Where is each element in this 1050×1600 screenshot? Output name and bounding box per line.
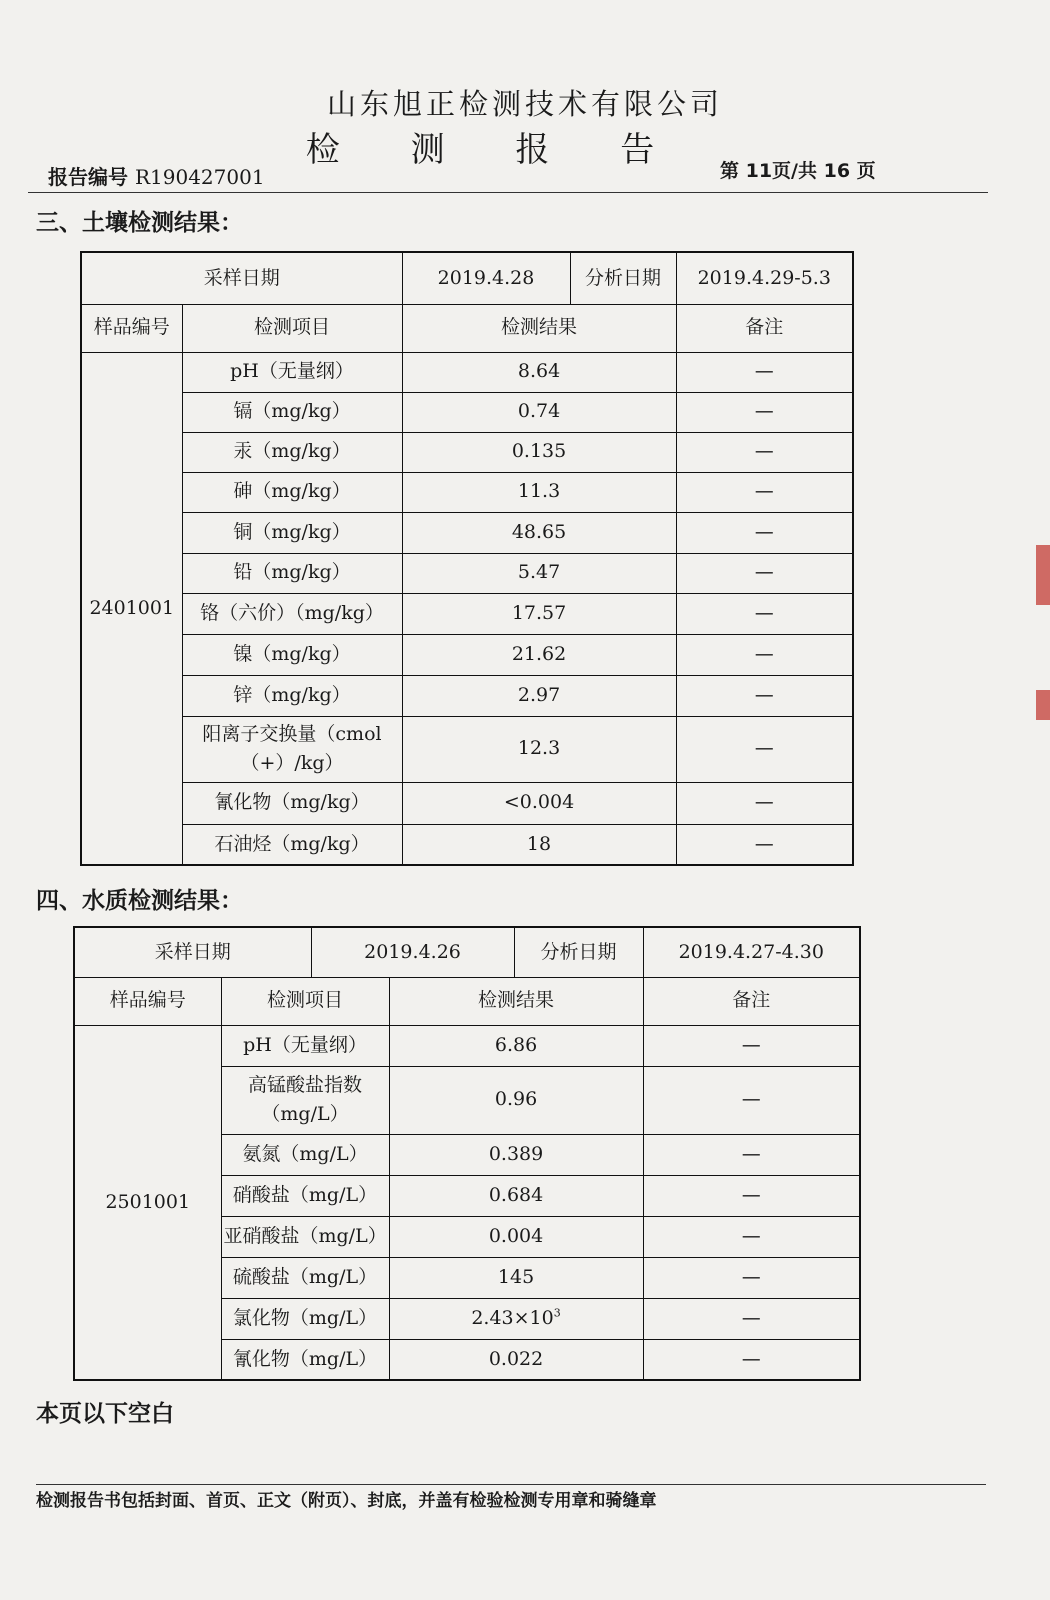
water-result (389, 1339, 643, 1380)
water-sample-id: 2501001 (74, 1025, 221, 1380)
soil-item: 氰化物（mg/kg） (182, 782, 402, 824)
soil-item: 镍（mg/kg） (182, 634, 402, 675)
soil-item: pH（无量纲） (182, 352, 402, 392)
water-item: 亚硝酸盐（mg/L） (221, 1216, 389, 1257)
soil-analysis-date: 2019.4.29-5.3 (676, 252, 853, 304)
soil-result: 0.74 (402, 392, 676, 432)
water-note: — (643, 1175, 860, 1216)
soil-col-item: 检测项目 (182, 304, 402, 352)
soil-item: 铬（六价）（mg/kg） (182, 593, 402, 634)
soil-result: <0.004 (402, 782, 676, 824)
table-row (81, 392, 853, 432)
soil-note: — (676, 782, 853, 824)
table-row (81, 824, 853, 865)
table-row (81, 675, 853, 716)
soil-item: 锌（mg/kg） (182, 675, 402, 716)
water-col-note: 备注 (643, 977, 860, 1025)
water-col-result: 检测结果 (389, 977, 643, 1025)
soil-col-result: 检测结果 (402, 304, 676, 352)
water-item: 氰化物（mg/L） (221, 1339, 389, 1380)
water-item: 氯化物（mg/L） (221, 1298, 389, 1339)
water-result-value: 145 (497, 1265, 535, 1288)
water-result-value: 2.43×10 (471, 1306, 554, 1329)
table-row (81, 352, 853, 392)
report-number-value: R190427001 (134, 165, 265, 189)
water-sampling-label: 采样日期 (74, 927, 311, 977)
table-row (81, 716, 853, 782)
water-note: — (643, 1216, 860, 1257)
water-analysis-label: 分析日期 (514, 927, 643, 977)
water-item: 硝酸盐（mg/L） (221, 1175, 389, 1216)
soil-item: 阳离子交换量（cmol（+）/kg） (182, 716, 402, 782)
soil-sampling-label: 采样日期 (81, 252, 402, 304)
soil-note: — (676, 512, 853, 553)
soil-note: — (676, 553, 853, 593)
table-row (81, 634, 853, 675)
soil-item: 汞（mg/kg） (182, 432, 402, 472)
soil-result: 12.3 (402, 716, 676, 782)
water-item: pH（无量纲） (221, 1025, 389, 1066)
soil-analysis-label: 分析日期 (570, 252, 676, 304)
water-result-value: 0.96 (494, 1088, 538, 1111)
report-number (48, 161, 265, 190)
soil-result: 21.62 (402, 634, 676, 675)
table-row (81, 593, 853, 634)
water-result (389, 1134, 643, 1175)
table-row (81, 553, 853, 593)
soil-result: 18 (402, 824, 676, 865)
soil-item: 铅（mg/kg） (182, 553, 402, 593)
soil-note: — (676, 352, 853, 392)
water-result-value: 0.684 (488, 1183, 544, 1206)
soil-item: 镉（mg/kg） (182, 392, 402, 432)
table-row (81, 512, 853, 553)
water-item: 氨氮（mg/L） (221, 1134, 389, 1175)
water-result (389, 1257, 643, 1298)
water-item: 硫酸盐（mg/L） (221, 1257, 389, 1298)
water-note: — (643, 1257, 860, 1298)
soil-heading: 三、土壤检测结果： (36, 210, 243, 236)
water-result (389, 1216, 643, 1257)
table-row (81, 432, 853, 472)
water-heading: 四、水质检测结果： (36, 888, 243, 914)
water-header-row (74, 977, 860, 1025)
water-note: — (643, 1339, 860, 1380)
soil-item: 铜（mg/kg） (182, 512, 402, 553)
water-result-value: 6.86 (494, 1033, 538, 1056)
water-result-value: 0.389 (488, 1142, 544, 1165)
footer-note: 检测报告书包括封面、首页、正文（附页）、封底，并盖有检验检测专用章和骑缝章 (36, 1491, 657, 1511)
soil-item: 石油烃（mg/kg） (182, 824, 402, 865)
soil-sampling-date: 2019.4.28 (402, 252, 570, 304)
soil-note: — (676, 675, 853, 716)
soil-result: 2.97 (402, 675, 676, 716)
water-col-sample: 样品编号 (74, 977, 221, 1025)
water-note: — (643, 1066, 860, 1134)
soil-header-row (81, 304, 853, 352)
soil-result: 11.3 (402, 472, 676, 512)
company-name: 山东旭正检测技术有限公司 (326, 87, 723, 121)
water-sampling-date: 2019.4.26 (311, 927, 514, 977)
soil-date-row (81, 252, 853, 304)
water-result-value: 0.022 (488, 1347, 544, 1370)
soil-result: 17.57 (402, 593, 676, 634)
page-info: 第 11页/共 16 页 (720, 160, 876, 182)
footer-rule (36, 1484, 986, 1485)
table-row (74, 1025, 860, 1066)
soil-note: — (676, 716, 853, 782)
soil-table (80, 251, 854, 866)
seal-edge-mark (1036, 545, 1050, 605)
water-note: — (643, 1134, 860, 1175)
soil-note: — (676, 432, 853, 472)
soil-note: — (676, 593, 853, 634)
water-result (389, 1066, 643, 1134)
soil-result: 8.64 (402, 352, 676, 392)
water-result (389, 1025, 643, 1066)
report-number-label: 报告编号 (48, 165, 128, 189)
blank-below-note: 本页以下空白 (36, 1401, 174, 1427)
soil-result: 5.47 (402, 553, 676, 593)
soil-note: — (676, 472, 853, 512)
soil-sample-id: 2401001 (81, 352, 182, 865)
soil-note: — (676, 392, 853, 432)
water-note: — (643, 1298, 860, 1339)
soil-item: 砷（mg/kg） (182, 472, 402, 512)
soil-col-note: 备注 (676, 304, 853, 352)
water-table (73, 926, 861, 1381)
soil-note: — (676, 824, 853, 865)
water-note: — (643, 1025, 860, 1066)
seal-edge-mark (1036, 690, 1050, 720)
water-result (389, 1298, 643, 1339)
water-analysis-date: 2019.4.27-4.30 (643, 927, 860, 977)
soil-col-sample: 样品编号 (81, 304, 182, 352)
water-result-exponent: 3 (553, 1306, 561, 1320)
soil-note: — (676, 634, 853, 675)
table-row (81, 782, 853, 824)
water-result (389, 1175, 643, 1216)
document-title: 检 测 报 告 (305, 130, 685, 170)
table-row (81, 472, 853, 512)
soil-result: 0.135 (402, 432, 676, 472)
water-result-value: 0.004 (488, 1224, 544, 1247)
water-col-item: 检测项目 (221, 977, 389, 1025)
water-date-row (74, 927, 860, 977)
water-item: 高锰酸盐指数（mg/L） (221, 1066, 389, 1134)
soil-result: 48.65 (402, 512, 676, 553)
header-rule (28, 192, 988, 193)
